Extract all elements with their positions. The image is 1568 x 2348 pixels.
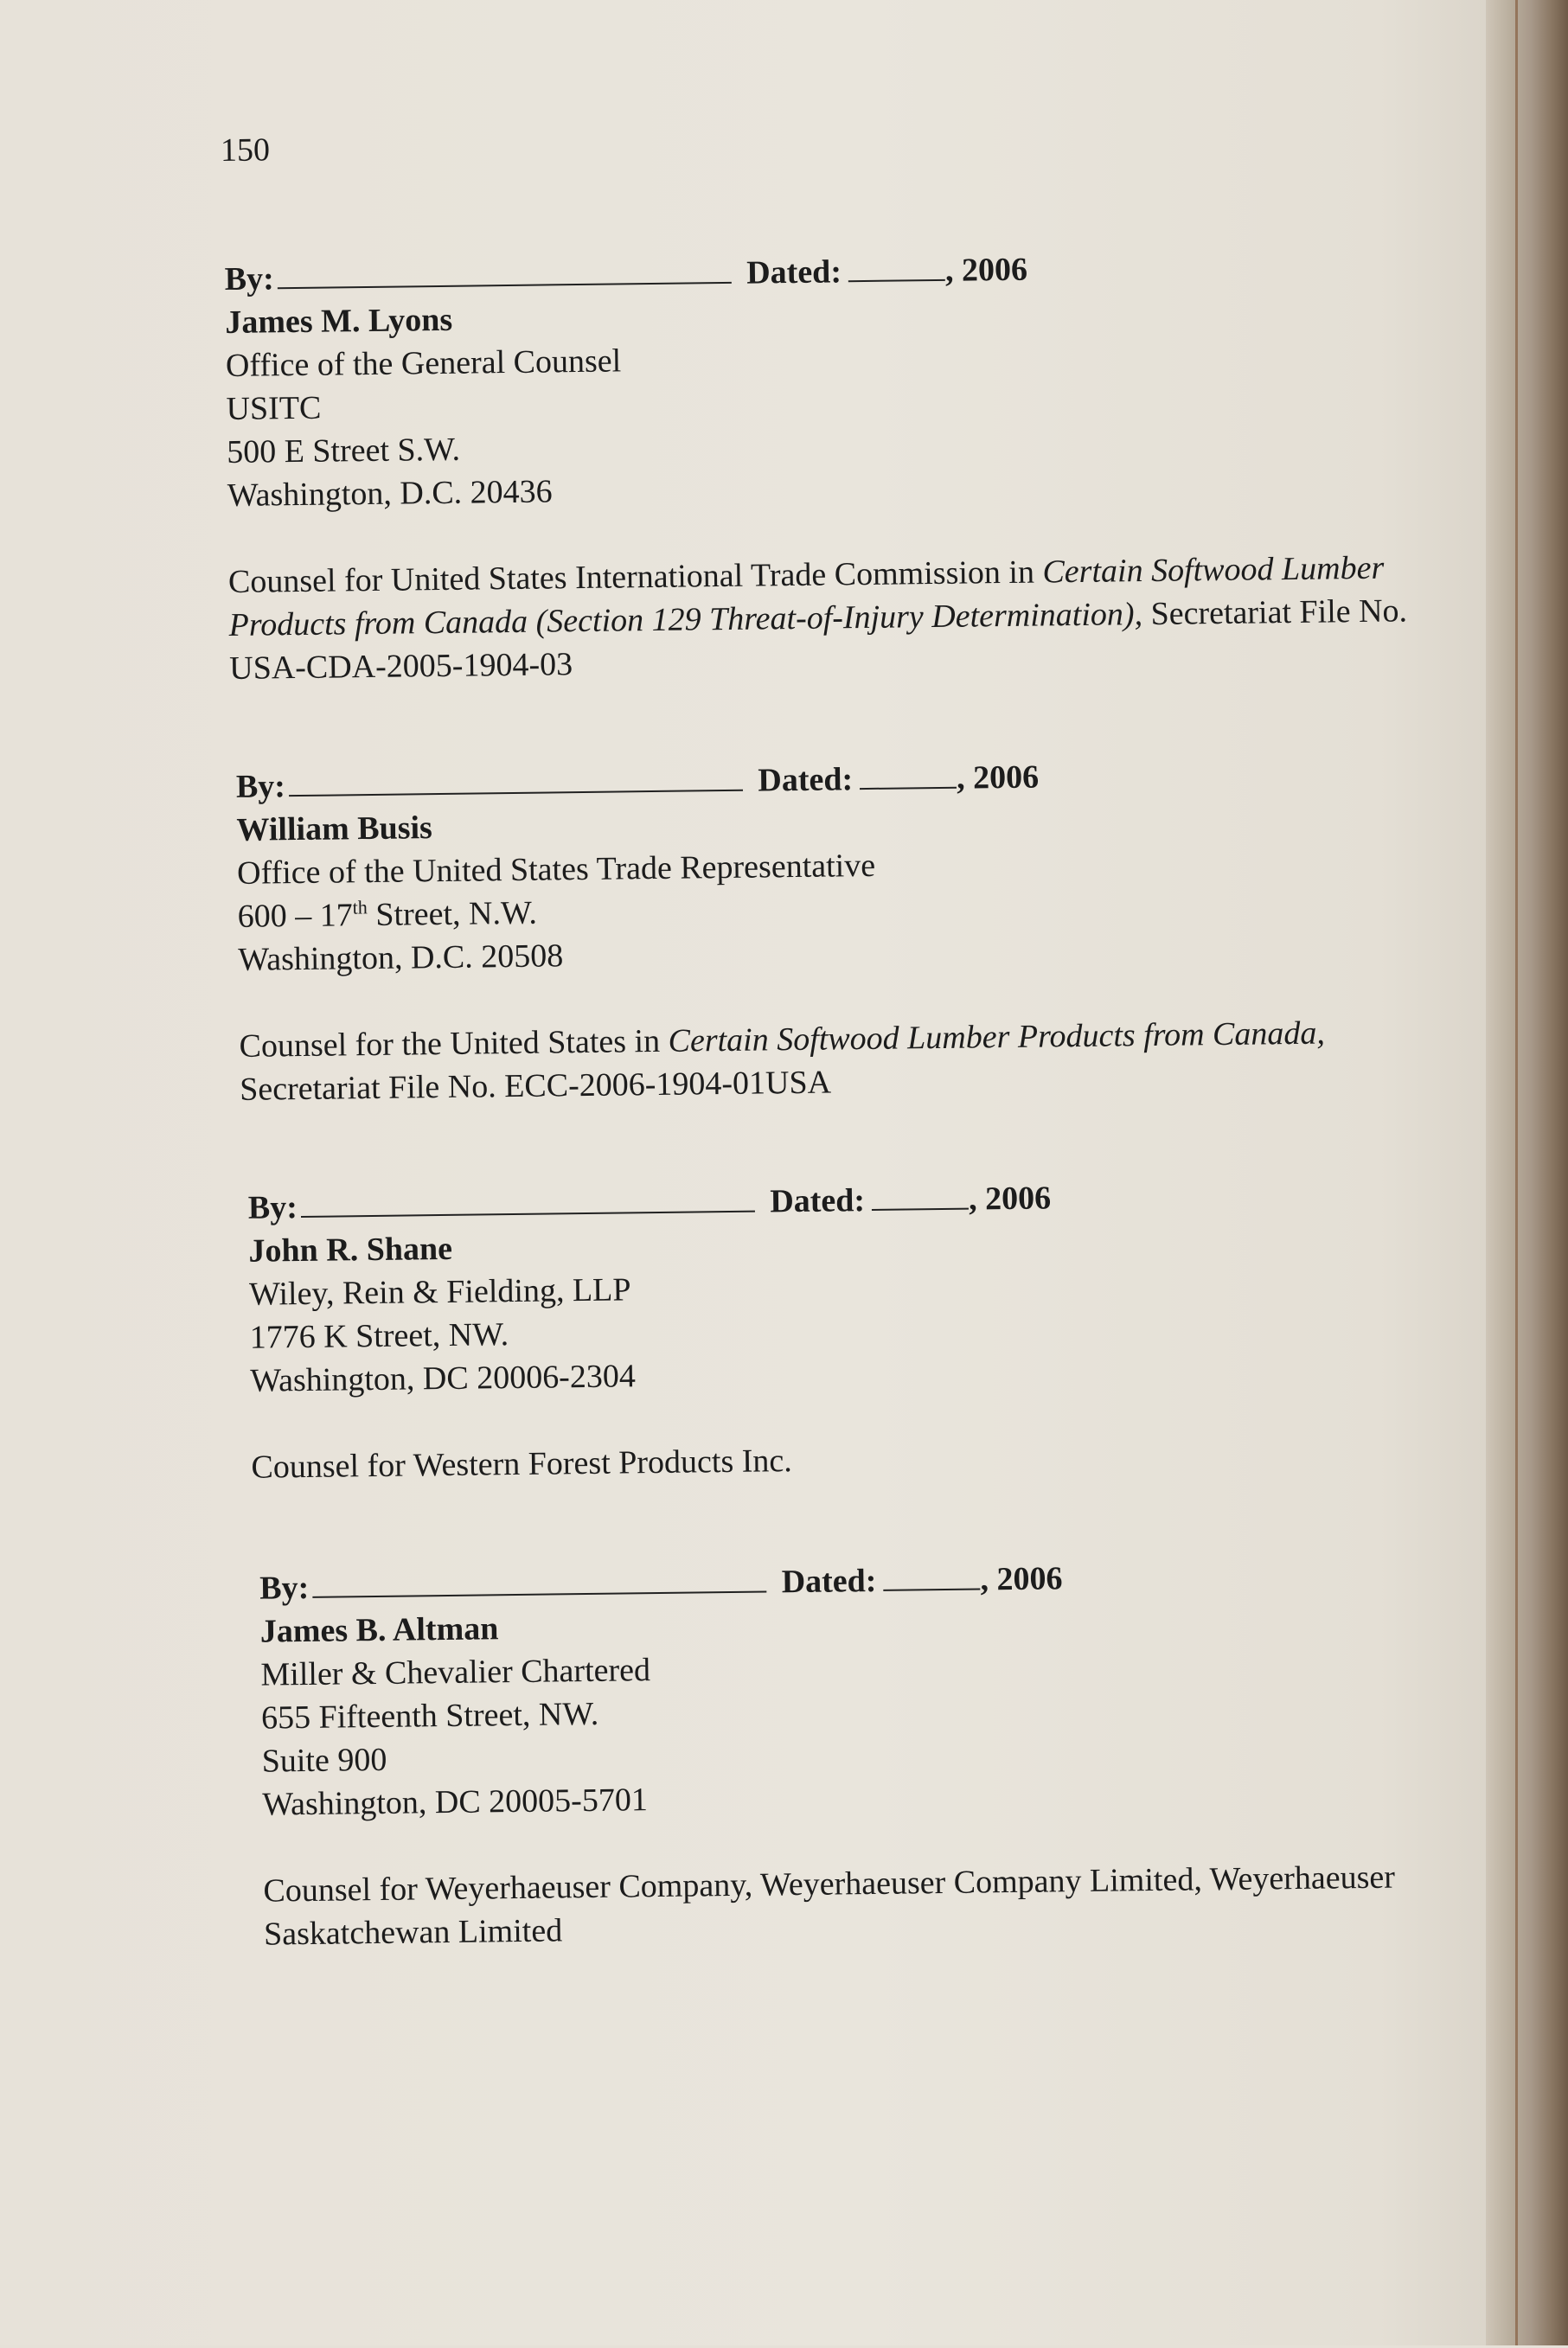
signature-block-shane bbox=[248, 1172, 1462, 1489]
dated-year: , 2006 bbox=[968, 1180, 1052, 1218]
by-label: By: bbox=[224, 260, 274, 298]
by-label: By: bbox=[235, 768, 286, 805]
address-line: 1776 K Street, NW. bbox=[249, 1316, 509, 1356]
dated-label: Dated: bbox=[746, 253, 842, 291]
dated-year: , 2006 bbox=[956, 758, 1040, 797]
signature-blank bbox=[312, 1564, 766, 1597]
signature-blank bbox=[301, 1185, 755, 1218]
dated-label: Dated: bbox=[770, 1182, 866, 1220]
street-name: Street, N.W. bbox=[367, 894, 538, 934]
address-line: Office of the United States Trade Representative bbox=[236, 847, 876, 892]
address-line: 655 Fifteenth Street, NW. bbox=[260, 1695, 599, 1737]
address-line: Washington, DC 20006-2304 bbox=[250, 1358, 637, 1399]
date-blank bbox=[872, 1182, 969, 1211]
counsel-description bbox=[263, 1855, 1457, 1956]
address-line: Washington, D.C. 20508 bbox=[238, 937, 564, 978]
dated-label: Dated: bbox=[758, 761, 854, 799]
address-line: Wiley, Rein & Fielding, LLP bbox=[248, 1271, 631, 1313]
address-line: Washington, D.C. 20436 bbox=[227, 473, 553, 514]
signature-block-altman bbox=[259, 1552, 1475, 1956]
signatory-name: James M. Lyons bbox=[225, 301, 453, 342]
signature-block-busis bbox=[236, 751, 1451, 1111]
dated-year: , 2006 bbox=[980, 1560, 1063, 1598]
date-blank bbox=[883, 1562, 980, 1590]
dated-year: , 2006 bbox=[944, 251, 1028, 289]
counsel-text: Counsel for Western Forest Products Inc. bbox=[251, 1443, 793, 1486]
address-line: Office of the General Counsel bbox=[225, 342, 622, 385]
counsel-text: Counsel for Weyerhaeuser Company, Weyerhaeuser Company Limited, Weyerhaeuser Saskatchewan Limited bbox=[263, 1859, 1396, 1953]
signatory-name: William Busis bbox=[236, 809, 433, 848]
street-number: 600 – 17 bbox=[237, 897, 353, 935]
counsel-description bbox=[228, 546, 1424, 690]
counsel-text: Counsel for United States International Trade Commission in bbox=[227, 553, 1043, 600]
signature-blank bbox=[277, 256, 731, 289]
signatory-name: John R. Shane bbox=[248, 1230, 453, 1270]
dated-label: Dated: bbox=[781, 1562, 877, 1601]
address-line: Washington, DC 20005-5701 bbox=[262, 1782, 649, 1823]
address-line: 500 E Street S.W. bbox=[226, 431, 461, 470]
ordinal-suffix: th bbox=[352, 896, 368, 918]
counsel-description bbox=[251, 1431, 1445, 1489]
address-line: Miller & Chevalier Chartered bbox=[260, 1652, 651, 1693]
signature-blank bbox=[289, 764, 743, 797]
counsel-text: Counsel for the United States in bbox=[239, 1022, 669, 1065]
case-title: Certain Softwood Lumber Products from Canada, bbox=[668, 1014, 1326, 1059]
page-number: 150 bbox=[220, 131, 271, 170]
counsel-description bbox=[239, 1010, 1433, 1111]
by-label: By: bbox=[247, 1189, 298, 1226]
file-number: Secretariat File No. ECC-2006-1904-01USA bbox=[239, 1064, 832, 1108]
by-label: By: bbox=[259, 1569, 310, 1607]
address-line: USITC bbox=[226, 389, 322, 428]
date-blank bbox=[860, 761, 957, 790]
case-title: Certain Softwood Lumber Products from Canada (Section 129 Threat-of-Injury Determination), bbox=[228, 549, 1385, 643]
date-blank bbox=[848, 253, 945, 282]
address-line: Suite 900 bbox=[261, 1741, 387, 1780]
file-number: Secretariat File No. USA-CDA-2005-1904-03 bbox=[228, 592, 1408, 687]
signatory-name: James B. Altman bbox=[259, 1610, 499, 1650]
signature-block-lyons bbox=[224, 243, 1440, 690]
